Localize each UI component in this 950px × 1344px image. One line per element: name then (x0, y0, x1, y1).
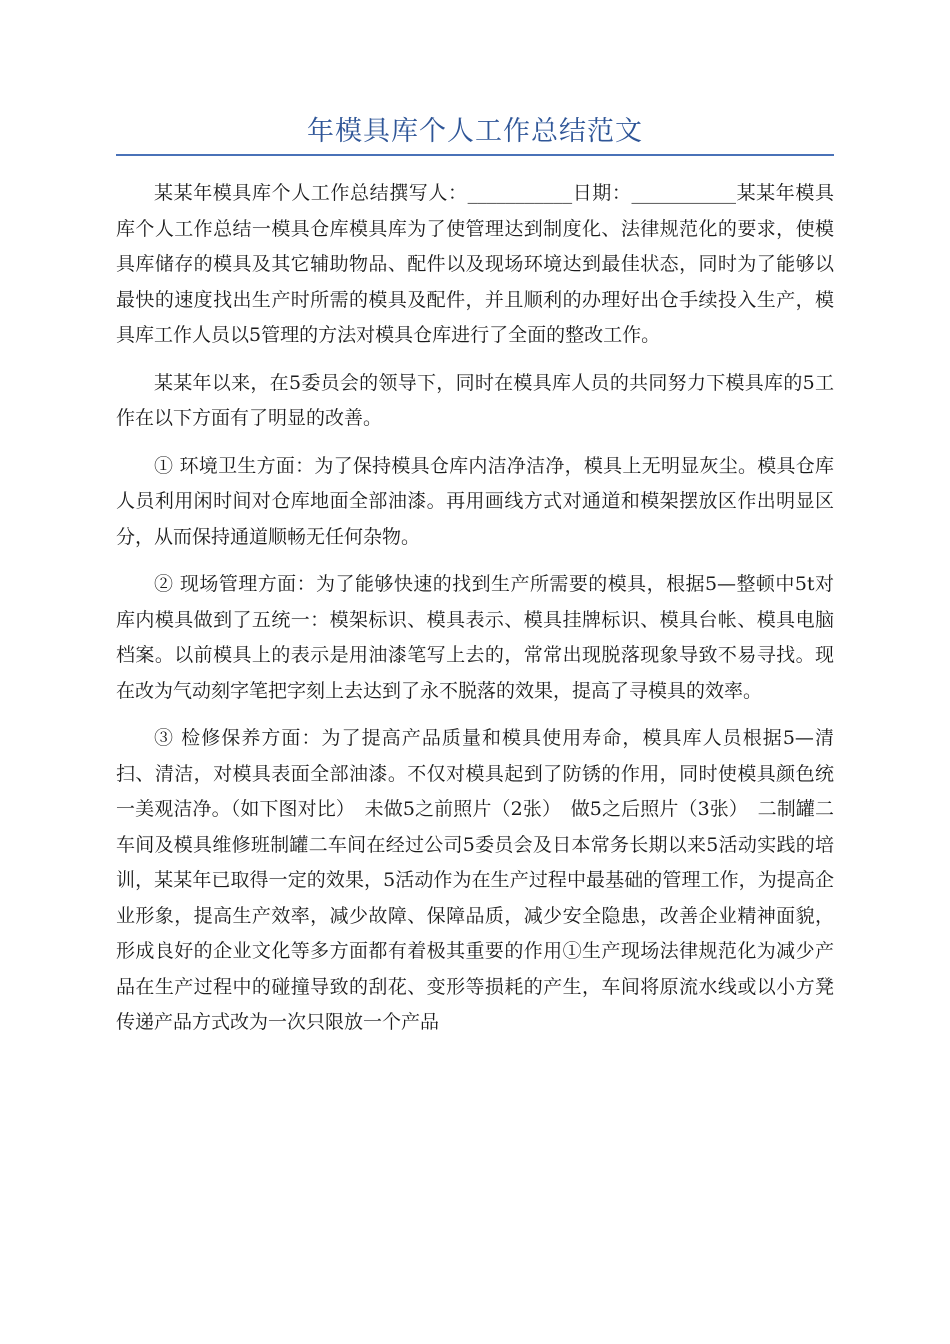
document-body (116, 176, 834, 1053)
paragraph-improvements: 某某年以来，在5委员会的领导下，同时在模具库人员的共同努力下模具库的5工作在以下方面有了明显的改善。 (116, 371, 834, 429)
document-title: 年模具库个人工作总结范文 (307, 116, 643, 147)
title-underline (116, 154, 834, 156)
paragraph-environment: ① 环境卫生方面：为了保持模具仓库内洁净洁净，模具上无明显灰尘。模具仓库人员利用闲时间对仓库地面全部油漆。再用画线方式对通道和模架摆放区作出明显区分，从而保持通道顺畅无任何杂物。 (116, 454, 834, 548)
paragraph-intro: 某某年模具库个人工作总结撰写人：___________日期：___________某某年模具库个人工作总结一模具仓库模具库为了使管理达到制度化、法律规范化的要求，使模具库储存的模具及其它辅助物品、配件以及现场环境达到最佳状态，同时为了能够以最快的速度找出生产时所需的模具及配件，并且顺利的办理好出仓手续投入生产，模具库工作人员以5管理的方法对模具仓库进行了全面的整改工作。 (116, 182, 834, 346)
paragraph-maintenance: ③ 检修保养方面：为了提高产品质量和模具使用寿命，模具库人员根据5—清扫、清洁，对模具表面全部油漆。不仅对模具起到了防锈的作用，同时使模具颜色统一美观洁净。（如下图对比） 未做5之前照片（2张） 做5之后照片（3张） 二制罐二车间及模具维修班制罐二车间在经过公司5委员会及日本常务长期以来5活动实践的培训，某某年已取得一定的效果，5活动作为在生产过程中最基础的管理工作，为提高企业形象，提高生产效率，减少故障、保障品质，减少安全隐患，改善企业精神面貌，形成良好的企业文化等多方面都有着极其重要的作用①生产现场法律规范化为减少产品在生产过程中的碰撞导致的刮花、变形等损耗的产生，车间将原流水线或以小方凳传递产品方式改为一次只限放一个产品 (116, 727, 834, 1033)
paragraph-site-management: ② 现场管理方面：为了能够快速的找到生产所需要的模具，根据5—整顿中5t对库内模具做到了五统一：模架标识、模具表示、模具挂牌标识、模具台帐、模具电脑档案。以前模具上的表示是用油漆笔写上去的，常常出现脱落现象导致不易寻找。现在改为气动刻字笔把字刻上去达到了永不脱落的效果，提高了寻模具的效率。 (116, 573, 834, 702)
